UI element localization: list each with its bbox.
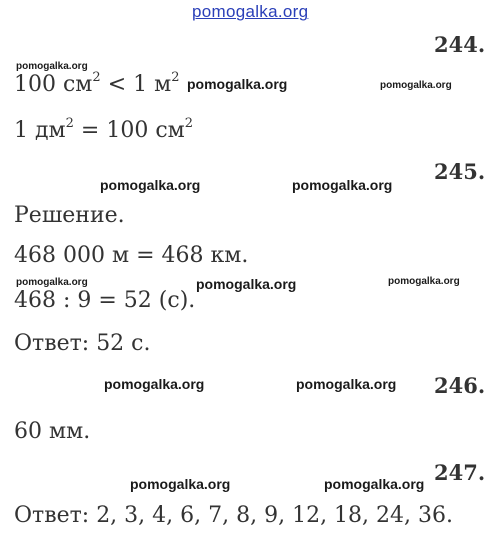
watermark: pomogalka.org	[296, 376, 397, 392]
expr-left: 100 см	[14, 72, 93, 97]
expr-left: 1 дм	[14, 118, 66, 143]
task-number-245: 245.	[434, 159, 486, 184]
task-244-line-2	[14, 118, 193, 143]
task-number-246: 246.	[434, 373, 486, 398]
watermark-top[interactable]: pomogalka.org	[192, 2, 309, 21]
watermark: pomogalka.org	[16, 277, 88, 288]
watermark: pomogalka.org	[100, 177, 201, 193]
watermark: pomogalka.org	[187, 76, 288, 92]
exponent: 2	[92, 70, 101, 85]
exponent: 2	[184, 116, 194, 131]
task-244-line-1	[14, 72, 180, 97]
watermark: pomogalka.org	[324, 476, 425, 492]
task-245-line-4: Ответ: 52 с.	[14, 331, 151, 356]
watermark: pomogalka.org	[104, 376, 205, 392]
task-245-line-3: 468 : 9 = 52 (с).	[14, 288, 196, 313]
task-number-244: 244.	[434, 32, 486, 57]
task-247-line-1: Ответ: 2, 3, 4, 6, 7, 8, 9, 12, 18, 24, 36.	[14, 503, 454, 528]
exponent: 2	[65, 116, 74, 131]
watermark: pomogalka.org	[196, 276, 297, 292]
task-245-line-1: Решение.	[14, 203, 125, 228]
exponent: 2	[171, 70, 180, 85]
watermark: pomogalka.org	[16, 61, 88, 72]
task-number-247: 247.	[434, 460, 486, 485]
task-245-line-2: 468 000 м = 468 км.	[14, 243, 249, 268]
task-246-line-1: 60 мм.	[14, 419, 91, 444]
watermark: pomogalka.org	[388, 276, 460, 287]
watermark: pomogalka.org	[292, 177, 393, 193]
watermark: pomogalka.org	[380, 80, 452, 91]
expr-middle: = 100 см	[73, 118, 185, 143]
expr-middle: < 1 м	[100, 72, 172, 97]
watermark: pomogalka.org	[130, 476, 231, 492]
